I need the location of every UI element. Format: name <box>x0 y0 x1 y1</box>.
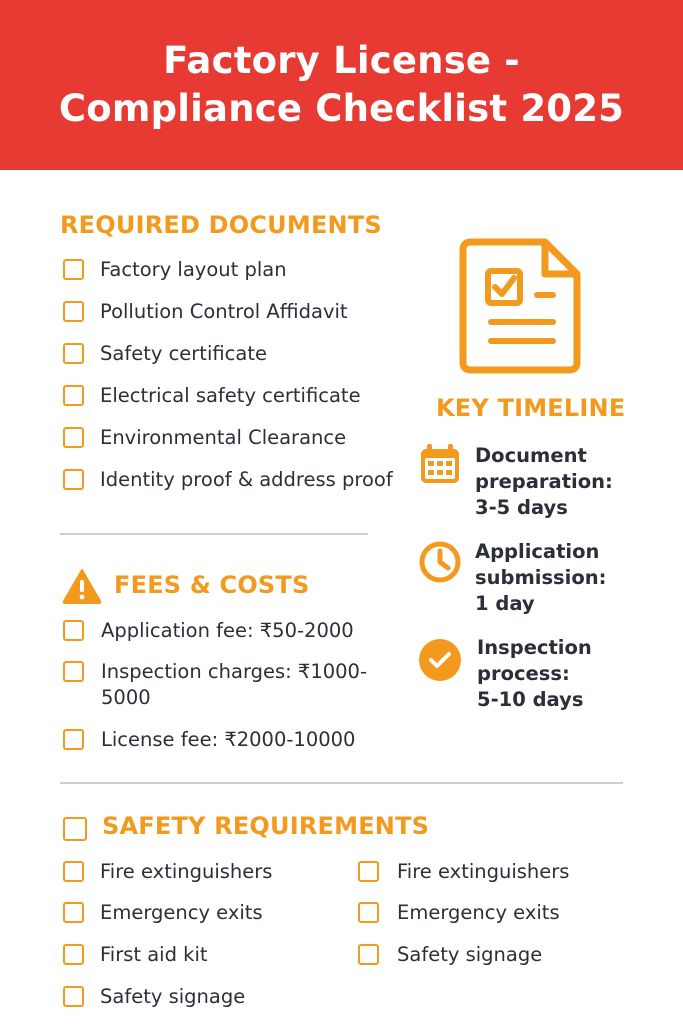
doc-item-1: Pollution Control Affidavit <box>100 300 348 323</box>
safety-left-item-2: First aid kit <box>100 943 208 966</box>
checkbox-fee-1[interactable] <box>63 661 84 682</box>
clock-icon <box>418 540 462 584</box>
checkbox-doc-5[interactable] <box>63 469 84 490</box>
check-circle-icon <box>418 638 462 682</box>
page-title-line-1: Factory License - <box>163 39 520 82</box>
checkbox-doc-3[interactable] <box>63 385 84 406</box>
fee-item-1: Inspection charges: ₹1000- 5000 <box>101 660 367 709</box>
checkbox-safety-left-1[interactable] <box>63 902 84 923</box>
checkbox-safety-right-1[interactable] <box>358 902 379 923</box>
divider-2 <box>60 782 623 784</box>
checkbox-doc-4[interactable] <box>63 427 84 448</box>
checkbox-safety-left-3[interactable] <box>63 986 84 1007</box>
checkbox-safety-left-2[interactable] <box>63 944 84 965</box>
safety-left-item-0: Fire extinguishers <box>100 860 273 883</box>
required-documents-heading: REQUIRED DOCUMENTS <box>60 211 382 239</box>
checkbox-doc-0[interactable] <box>63 259 84 280</box>
divider-1 <box>60 533 368 535</box>
checkbox-safety-left-0[interactable] <box>63 861 84 882</box>
doc-item-5: Identity proof & address proof <box>100 468 393 491</box>
calendar-icon <box>418 442 462 486</box>
doc-item-4: Environmental Clearance <box>100 426 347 449</box>
timeline-step-application-submission: Application submission: 1 day <box>475 540 607 615</box>
checkbox-doc-2[interactable] <box>63 343 84 364</box>
checkbox-safety-right-2[interactable] <box>358 944 379 965</box>
page-header <box>0 0 683 170</box>
page-title-line-2: Compliance Checklist 2025 <box>58 87 625 130</box>
checkbox-safety-heading[interactable] <box>63 817 87 841</box>
safety-left-item-3: Safety signage <box>100 985 246 1008</box>
safety-right-item-1: Emergency exits <box>397 901 560 924</box>
doc-item-3: Electrical safety certificate <box>100 384 361 407</box>
key-timeline-heading: KEY TIMELINE <box>436 394 626 422</box>
safety-requirements-heading: SAFETY REQUIREMENTS <box>102 812 430 840</box>
timeline-step-inspection-process: Inspection process: 5-10 days <box>477 636 592 711</box>
fee-item-2: License fee: ₹2000-10000 <box>101 728 356 751</box>
document-checklist-icon <box>459 236 585 376</box>
fees-costs-heading: FEES & COSTS <box>114 571 310 599</box>
fee-item-0: Application fee: ₹50-2000 <box>101 619 354 642</box>
checkbox-doc-1[interactable] <box>63 301 84 322</box>
doc-item-0: Factory layout plan <box>100 258 287 281</box>
checkbox-fee-2[interactable] <box>63 729 84 750</box>
timeline-step-document-preparation: Document preparation: 3-5 days <box>475 444 613 519</box>
safety-left-item-1: Emergency exits <box>100 901 263 924</box>
warning-icon <box>62 568 102 604</box>
checkbox-fee-0[interactable] <box>63 620 84 641</box>
checkbox-safety-right-0[interactable] <box>358 861 379 882</box>
safety-right-item-0: Fire extinguishers <box>397 860 570 883</box>
safety-right-item-2: Safety signage <box>397 943 543 966</box>
doc-item-2: Safety certificate <box>100 342 267 365</box>
